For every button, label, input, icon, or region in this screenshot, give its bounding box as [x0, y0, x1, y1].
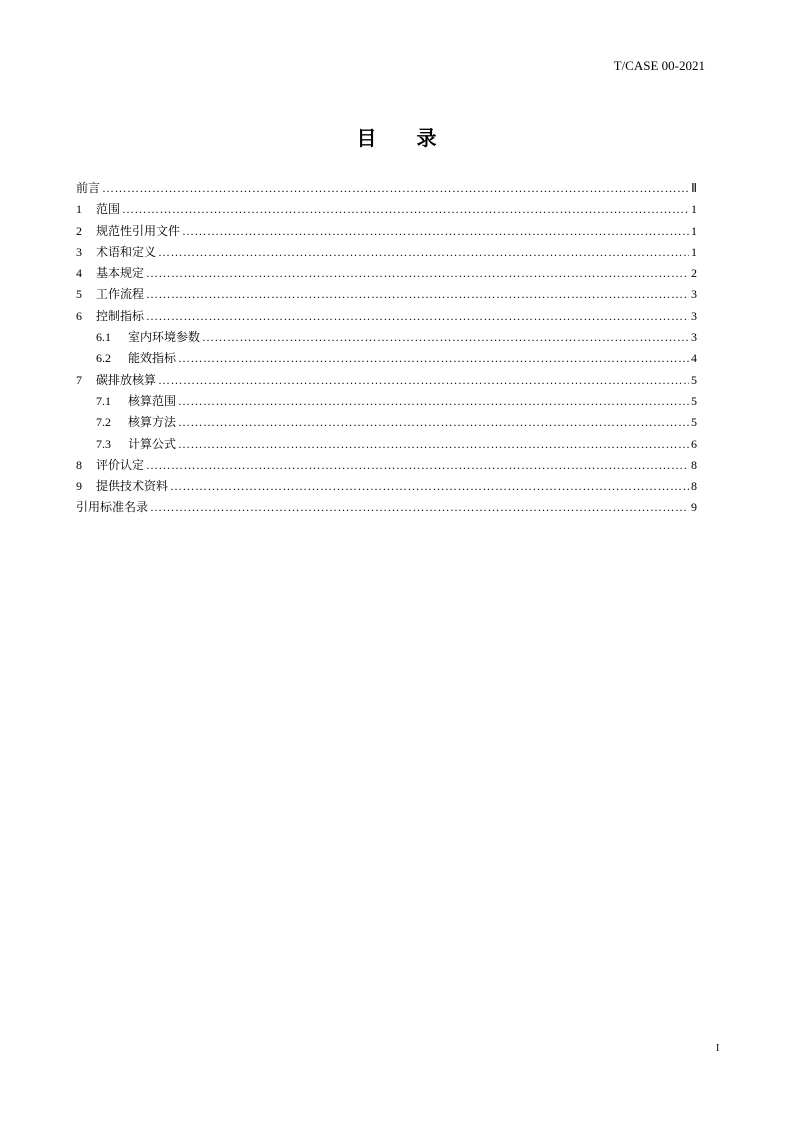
toc-leader-dots: [146, 306, 689, 327]
toc-entry-number: 7: [76, 372, 82, 387]
toc-leader-dots: [178, 391, 689, 412]
toc-entry[interactable]: [76, 306, 697, 327]
toc-entry-label: 核算范围: [128, 393, 177, 408]
toc-entry-page: 3: [691, 330, 697, 345]
toc-entry-page: 1: [691, 223, 697, 238]
toc-leader-dots: [202, 327, 689, 348]
toc-entry-label: 工作流程: [96, 287, 145, 302]
toc-leader-dots: [102, 178, 689, 199]
toc-entry-number: 1: [76, 202, 82, 217]
toc-entry[interactable]: [76, 391, 697, 412]
toc-entry[interactable]: [76, 284, 697, 305]
toc-leader-dots: [150, 497, 689, 518]
toc-leader-dots: [146, 263, 689, 284]
toc-leader-dots: [146, 284, 689, 305]
toc-entry-label: 核算方法: [128, 415, 177, 430]
toc-entry-label: 基本规定: [96, 266, 145, 281]
toc-entry-label: 范围: [96, 202, 121, 217]
toc-entry-page: 6: [691, 436, 697, 451]
toc-entry[interactable]: [76, 412, 697, 433]
toc-entry-page: 3: [691, 287, 697, 302]
toc-leader-dots: [178, 348, 689, 369]
toc-entry-page: 9: [691, 500, 697, 515]
toc-entry-label: 引用标准名录: [76, 500, 149, 515]
toc-entry[interactable]: [76, 242, 697, 263]
toc-leader-dots: [158, 370, 689, 391]
toc-leader-dots: [182, 221, 689, 242]
toc-entry-number: 3: [76, 244, 82, 259]
toc-entry-number: 6.2: [96, 351, 111, 366]
toc-entry[interactable]: [76, 497, 697, 518]
toc-entry[interactable]: [76, 476, 697, 497]
toc-entry[interactable]: [76, 178, 697, 199]
toc-entry-number: 4: [76, 266, 82, 281]
toc-entry-number: 9: [76, 479, 82, 494]
toc-entry[interactable]: [76, 434, 697, 455]
toc-entry-label: 提供技术资料: [96, 479, 169, 494]
toc-entry-page: 1: [691, 202, 697, 217]
toc-entry-label: 评价认定: [96, 457, 145, 472]
toc-entry-label: 计算公式: [128, 436, 177, 451]
toc-entry-page: 2: [691, 266, 697, 281]
toc-entry-number: 6.1: [96, 330, 111, 345]
toc-entry[interactable]: [76, 199, 697, 220]
toc-entry-page: 1: [691, 244, 697, 259]
toc-entry-page: 8: [691, 479, 697, 494]
toc-entry-label: 室内环境参数: [128, 330, 201, 345]
toc-entry-label: 术语和定义: [96, 244, 157, 259]
toc-entry-number: 5: [76, 287, 82, 302]
toc-entry-page: 4: [691, 351, 697, 366]
page-title: 目录: [356, 126, 477, 150]
toc-entry-number: 7.2: [96, 415, 111, 430]
toc-entry-page: 3: [691, 308, 697, 323]
toc-entry-label: 能效指标: [128, 351, 177, 366]
page-number: I: [716, 1043, 720, 1054]
toc-entry-label: 前言: [76, 181, 101, 195]
toc-entry[interactable]: [76, 455, 697, 476]
toc-entry-page: 5: [691, 372, 697, 387]
toc-leader-dots: [146, 455, 689, 476]
toc-leader-dots: [178, 434, 689, 455]
toc-entry[interactable]: [76, 221, 697, 242]
table-of-contents: [76, 178, 697, 519]
toc-entry-page: Ⅱ: [691, 181, 697, 195]
toc-entry[interactable]: [76, 263, 697, 284]
toc-entry-label: 规范性引用文件: [96, 223, 181, 238]
toc-entry[interactable]: [76, 370, 697, 391]
toc-entry[interactable]: [76, 348, 697, 369]
toc-entry-number: 7.3: [96, 436, 111, 451]
toc-entry-label: 碳排放核算: [96, 372, 157, 387]
document-code: T/CASE 00-2021: [613, 58, 705, 73]
toc-entry-number: 7.1: [96, 393, 111, 408]
toc-entry-page: 8: [691, 457, 697, 472]
toc-entry-number: 2: [76, 223, 82, 238]
toc-leader-dots: [170, 476, 689, 497]
toc-entry-page: 5: [691, 393, 697, 408]
toc-leader-dots: [158, 242, 689, 263]
toc-entry-number: 6: [76, 308, 82, 323]
toc-entry[interactable]: [76, 327, 697, 348]
toc-entry-page: 5: [691, 415, 697, 430]
toc-leader-dots: [178, 412, 689, 433]
toc-entry-label: 控制指标: [96, 308, 145, 323]
toc-entry-number: 8: [76, 457, 82, 472]
toc-leader-dots: [122, 199, 689, 220]
